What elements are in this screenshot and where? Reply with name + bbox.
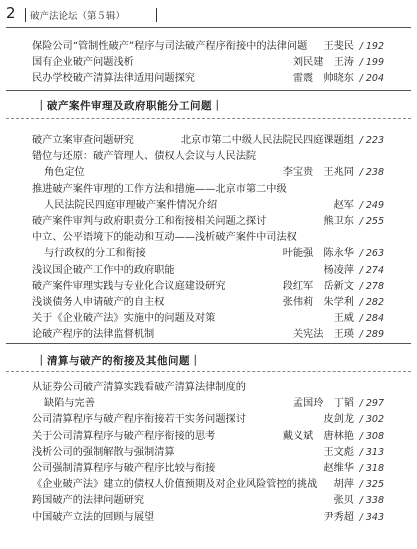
toc-entry[interactable] [32, 477, 384, 493]
entry-page: / 238 [359, 167, 384, 179]
entry-title: 错位与还原：破产管理人、债权人会议与人民法院 [32, 151, 257, 163]
toc-entry[interactable] [32, 214, 384, 230]
entry-title: 中立、公平语境下的能动和互动——浅析破产案件中司法权 [32, 232, 297, 244]
entry-page: / 199 [359, 57, 384, 69]
toc-entry[interactable] [32, 71, 384, 87]
entry-title: 角色定位 [44, 167, 85, 179]
toc-entry[interactable] [32, 230, 384, 246]
entry-title: 跨国破产的法律问题研究 [32, 495, 145, 507]
header-divider [25, 8, 26, 22]
entry-author: 戴义斌 唐林艳 [282, 430, 354, 442]
entry-title: 公司强制清算程序与破产程序比较与衔接 [32, 463, 216, 474]
entry-page: / 223 [359, 135, 384, 146]
toc-entry[interactable] [32, 263, 384, 279]
entry-author: 尹秀超 [323, 511, 354, 523]
entry-author: 李宝贵 王兆同 [282, 167, 354, 179]
entry-title: 从证券公司破产清算实践看破产清算法律制度的 [32, 382, 246, 393]
entry-page: / 274 [359, 264, 384, 276]
toc-entry[interactable] [32, 55, 384, 71]
section-rule-bottom [6, 118, 411, 119]
entry-page: / 313 [359, 446, 384, 458]
entry-page: / 338 [359, 495, 384, 507]
entry-page: / 278 [359, 280, 384, 292]
entry-author: 段红军 岳新文 [282, 280, 354, 292]
toc-entry[interactable] [32, 311, 384, 327]
entry-title: 民办学校破产清算法律适用问题探究 [32, 73, 195, 85]
toc-entry[interactable] [32, 327, 384, 343]
journal-title: 破产法论坛（第５辑） [30, 11, 126, 22]
entry-title: 保险公司“管制性破产”程序与司法破产程序衔接中的法律问题 [32, 41, 308, 52]
toc-entry[interactable] [32, 165, 384, 181]
entry-page: / 318 [359, 463, 384, 474]
entry-title: 《企业破产法》建立的债权人价值预期及对企业风险管控的挑战 [32, 479, 318, 491]
toc-entry[interactable] [32, 461, 384, 477]
entry-page: / 255 [359, 216, 384, 227]
entry-author: 胡萍 [333, 479, 354, 491]
entry-author: 王斐民 [323, 41, 354, 52]
entry-author: 关宪法 王瑛 [292, 329, 354, 341]
entry-title: 浅议国企破产工作中的政府职能 [32, 264, 175, 276]
entry-author: 北京市第二中级人民法院民四庭课题组 [180, 135, 354, 146]
entry-author: 刘民建 王涛 [292, 57, 354, 69]
entry-page: / 325 [359, 479, 384, 491]
toc-entry[interactable] [32, 198, 384, 214]
section-rule-top [6, 90, 411, 91]
section-heading: ｜清算与破产的衔接及其他问题｜ [36, 355, 201, 367]
entry-author: 孟国玲 丁韬 [292, 398, 354, 410]
page-number: 2 [6, 4, 16, 22]
toc-entry[interactable] [32, 246, 384, 262]
entry-page: / 249 [359, 199, 384, 211]
entry-title: 关于公司清算程序与破产程序衔接的思考 [32, 430, 216, 442]
toc-entry[interactable] [32, 412, 384, 428]
entry-page: / 343 [359, 511, 384, 523]
toc-entry[interactable] [32, 380, 384, 396]
page-header [0, 0, 417, 28]
entry-page: / 204 [359, 73, 384, 85]
entry-title: 推进破产案件审理的工作方法和措施——北京市第二中级 [32, 183, 287, 195]
entry-author: 熊卫东 [323, 216, 354, 227]
toc-entry[interactable] [32, 493, 384, 509]
entry-title: 浅析公司的强制解散与强制清算 [32, 446, 175, 458]
toc-entry[interactable] [32, 510, 384, 526]
toc-entry[interactable] [32, 295, 384, 311]
entry-author: 王文彪 [323, 446, 354, 458]
entry-author: 赵军 [333, 199, 354, 211]
header-rule [6, 27, 411, 28]
entry-page: / 308 [359, 430, 384, 442]
entry-author: 皮剑龙 [323, 414, 354, 426]
entry-title: 人民法院民四庭审理破产案件情况介绍 [44, 199, 218, 211]
entry-title: 浅谈债务人申请破产的自主权 [32, 297, 165, 308]
entry-title: 关于《企业破产法》实施中的问题及对策 [32, 313, 216, 325]
toc-entry[interactable] [32, 396, 384, 412]
section-rule-bottom [6, 371, 411, 372]
entry-page: / 297 [359, 398, 384, 410]
toc-entry[interactable] [32, 39, 384, 55]
toc-entry[interactable] [32, 445, 384, 461]
entry-author: 张贝 [333, 495, 354, 507]
entry-page: / 302 [359, 414, 384, 426]
entry-author: 叶能强 陈永华 [282, 248, 354, 260]
section-rule-top [6, 343, 411, 344]
entry-title: 中国破产立法的回顾与展望 [32, 511, 155, 523]
entry-title: 破产立案审查问题研究 [32, 135, 134, 146]
entry-page: / 192 [359, 41, 384, 52]
entry-title: 论破产程序的法律监督机制 [32, 329, 155, 341]
entry-title: 破产案件审理实践与专业化合议庭建设研究 [32, 280, 226, 292]
entry-author: 赵维华 [323, 463, 354, 474]
entry-author: 杨凌萍 [323, 264, 354, 276]
entry-title: 公司清算程序与破产程序衔接若干实务问题探讨 [32, 414, 246, 426]
toc-entry[interactable] [32, 133, 384, 149]
section-heading: ｜破产案件审理及政府职能分工问题｜ [36, 100, 223, 112]
entry-title: 与行政权的分工和衔接 [44, 248, 146, 260]
toc-entry[interactable] [32, 149, 384, 165]
header-divider-end [156, 8, 157, 22]
toc-entry[interactable] [32, 429, 384, 445]
toc-entry[interactable] [32, 279, 384, 295]
toc-entry[interactable] [32, 182, 384, 198]
entry-title: 国有企业破产问题浅析 [32, 57, 134, 69]
entry-page: / 282 [359, 297, 384, 308]
entry-author: 雷震 帅晓东 [292, 73, 354, 85]
entry-author: 张伟莉 朱学利 [282, 297, 354, 308]
entry-title: 破产案件审判与政府职责分工和衔接相关问题之探讨 [32, 216, 267, 227]
entry-author: 王威 [333, 313, 354, 325]
entry-page: / 284 [359, 313, 384, 325]
entry-page: / 263 [359, 248, 384, 260]
entry-title: 缺陷与完善 [44, 398, 95, 410]
entry-page: / 289 [359, 329, 384, 341]
